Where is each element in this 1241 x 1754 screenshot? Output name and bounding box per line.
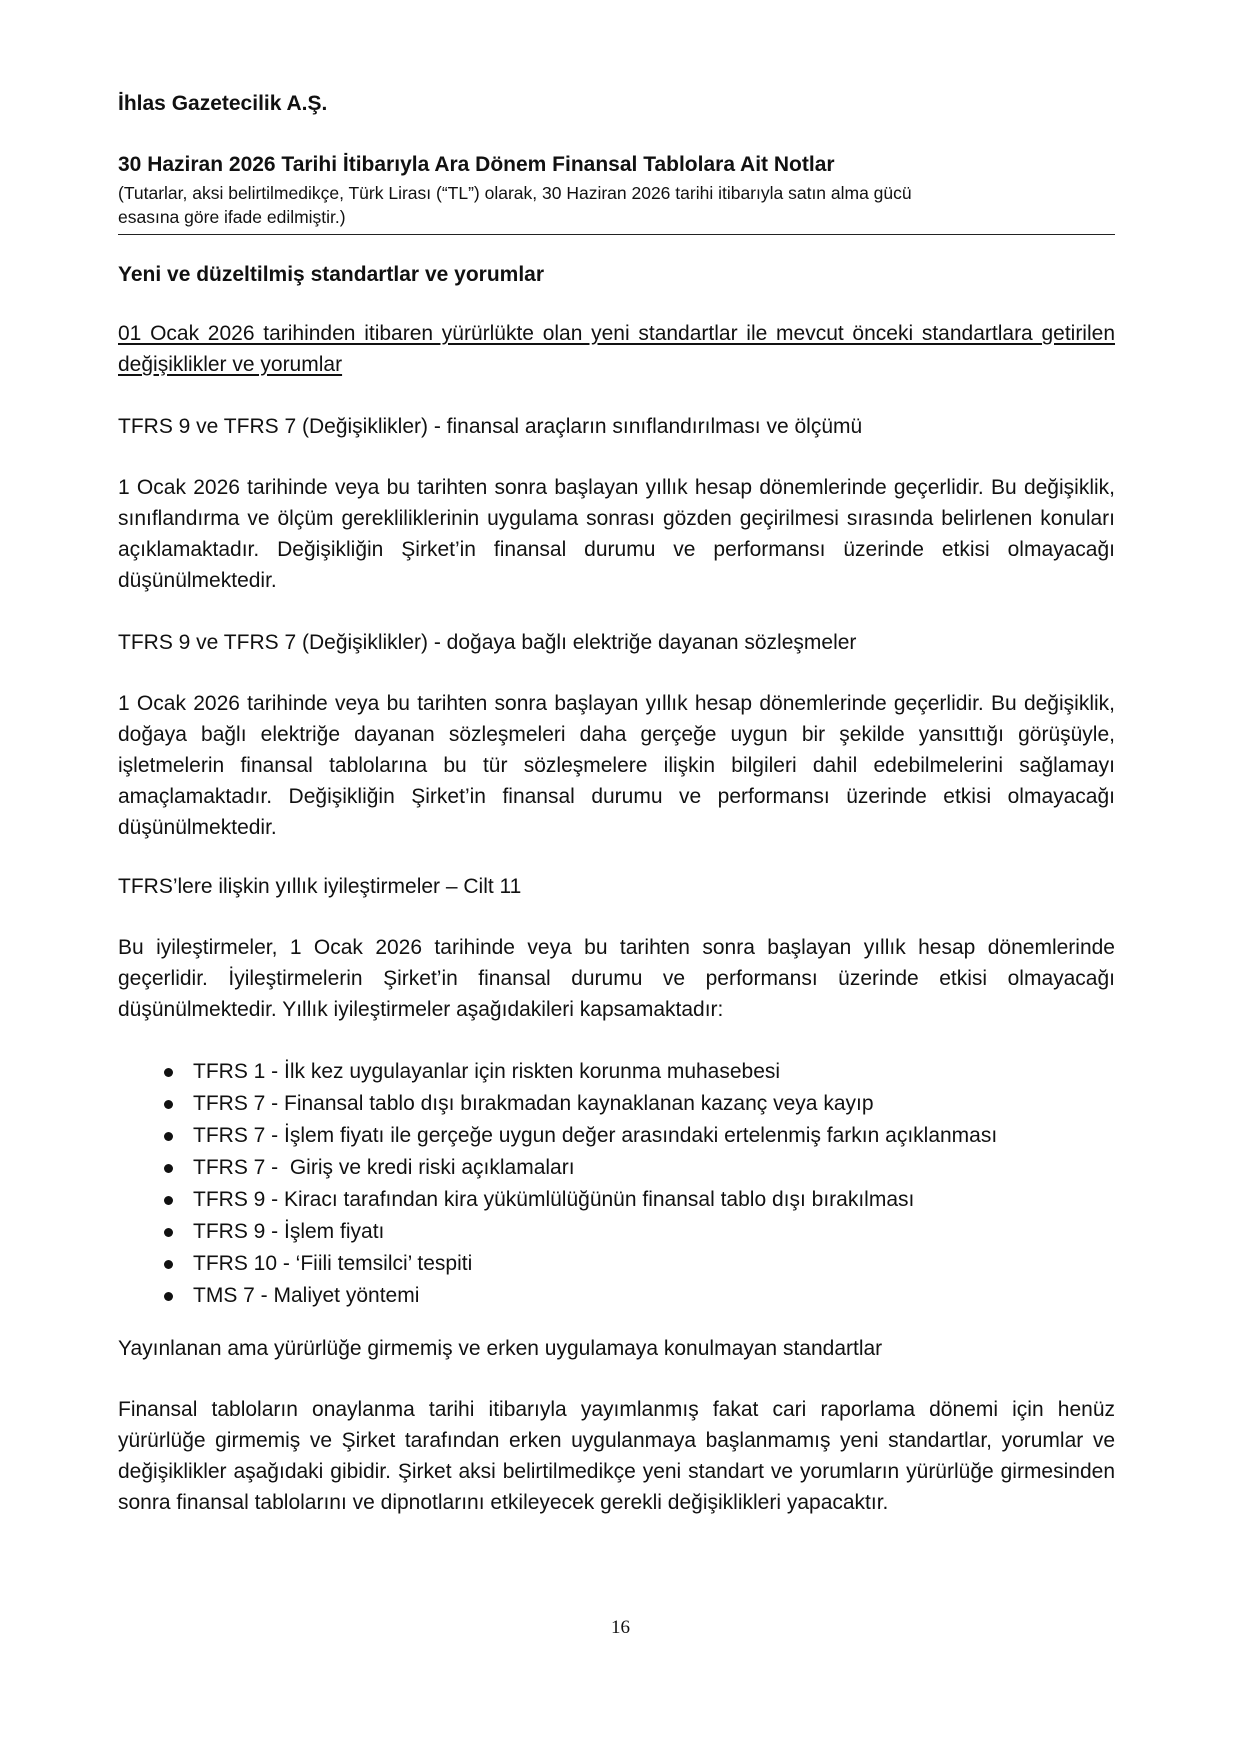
bullet-icon (164, 1228, 173, 1237)
list-item: TFRS 10 - ‘Fiili temsilci’ tespiti (118, 1248, 1115, 1280)
list-item: TFRS 7 - İşlem fiyatı ile gerçeğe uygun değer arasındaki ertelenmiş farkın açıklanması (118, 1120, 1115, 1152)
pending-standards-title: Yayınlanan ama yürürlüğe girmemiş ve erken uygulamaya konulmayan standartlar (118, 1337, 883, 1360)
report-note-line-1: (Tutarlar, aksi belirtilmedikçe, Türk Lirası (“TL”) olarak, 30 Haziran 2026 tarihi itibarıyla satın alma gücü (118, 183, 912, 203)
section-subheading: 01 Ocak 2026 tarihinden itibaren yürürlükte olan yeni standartlar ile mevcut önceki standartlara getirilen değişiklikler ve yorumlar (118, 322, 1115, 376)
page-number: 16 (611, 1617, 630, 1638)
bullet-icon (164, 1100, 173, 1109)
item-2-title: TFRS 9 ve TFRS 7 (Değişiklikler) - doğaya bağlı elektriğe dayanan sözleşmeler (118, 631, 857, 654)
bullet-icon (164, 1196, 173, 1205)
list-item: TFRS 9 - Kiracı tarafından kira yükümlülüğünün finansal tablo dışı bırakılması (118, 1184, 1115, 1216)
list-item: TMS 7 - Maliyet yöntemi (118, 1280, 1115, 1312)
bullet-icon (164, 1164, 173, 1173)
list-item: TFRS 1 - İlk kez uygulayanlar için riskten korunma muhasebesi (118, 1056, 1115, 1088)
bullet-icon (164, 1132, 173, 1141)
bullet-icon (164, 1292, 173, 1301)
company-name: İhlas Gazetecilik A.Ş. (118, 92, 328, 115)
item-1-body: 1 Ocak 2026 tarihinde veya bu tarihten sonra başlayan yıllık hesap dönemlerinde geçerlidir. Bu değişiklik, sınıflandırma ve ölçüm gerekliliklerinin uygulama sonrası gözden geçirilmesi sırasında belirlenen konuları açıklamaktadır. Değişikliğin Şirket’in finansal durumu ve performansı üzerinde etkisi olmayacağı düşünülmektedir. (118, 476, 1115, 592)
item-3-title: TFRS’lere ilişkin yıllık iyileştirmeler – Cilt 11 (118, 875, 522, 898)
list-item: TFRS 7 - Finansal tablo dışı bırakmadan kaynaklanan kazanç veya kayıp (118, 1088, 1115, 1120)
pending-standards-body: Finansal tabloların onaylanma tarihi itibarıyla yayımlanmış fakat cari raporlama dönemi için henüz yürürlüğe girmemiş ve Şirket tarafından erken uygulanmaya başlanmamış yeni standartlar, yorumlar ve değişiklikler aşağıdaki gibidir. Şirket aksi belirtilmedikçe yeni standart ve yorumların yürürlüğe girmesinden sonra finansal tablolarını ve dipnotlarını etkileyecek gerekli değişiklikleri yapacaktır. (118, 1398, 1115, 1514)
bullet-icon (164, 1068, 173, 1077)
report-title: 30 Haziran 2026 Tarihi İtibarıyla Ara Dönem Finansal Tablolara Ait Notlar (118, 153, 835, 176)
list-item: TFRS 7 - Giriş ve kredi riski açıklamaları (118, 1152, 1115, 1184)
header-divider (118, 234, 1115, 235)
list-item: TFRS 9 - İşlem fiyatı (118, 1216, 1115, 1248)
report-note (118, 181, 1048, 229)
section-heading: Yeni ve düzeltilmiş standartlar ve yorumlar (118, 263, 544, 286)
item-3-body: Bu iyileştirmeler, 1 Ocak 2026 tarihinde veya bu tarihten sonra başlayan yıllık hesap dönemlerinde geçerlidir. İyileştirmelerin Şirket’in finansal durumu ve performansı üzerinde etkisi olmayacağı düşünülmektedir. Yıllık iyileştirmeler aşağıdakileri kapsamaktadır: (118, 936, 1115, 1021)
item-2-body: 1 Ocak 2026 tarihinde veya bu tarihten sonra başlayan yıllık hesap dönemlerinde geçerlidir. Bu değişiklik, doğaya bağlı elektriğe dayanan sözleşmeleri daha gerçeğe uygun bir şekilde yansıttığı görüşüyle, işletmelerin finansal tablolarına bu tür sözleşmelere ilişkin bilgileri dahil edebilmelerini sağlamayı amaçlamaktadır. Değişikliğin Şirket’in finansal durumu ve performansı üzerinde etkisi olmayacağı düşünülmektedir. (118, 692, 1115, 839)
improvements-list (118, 1056, 1115, 1312)
bullet-icon (164, 1260, 173, 1269)
report-note-line-2: esasına göre ifade edilmiştir.) (118, 207, 346, 227)
item-1-title: TFRS 9 ve TFRS 7 (Değişiklikler) - finansal araçların sınıflandırılması ve ölçümü (118, 415, 863, 438)
